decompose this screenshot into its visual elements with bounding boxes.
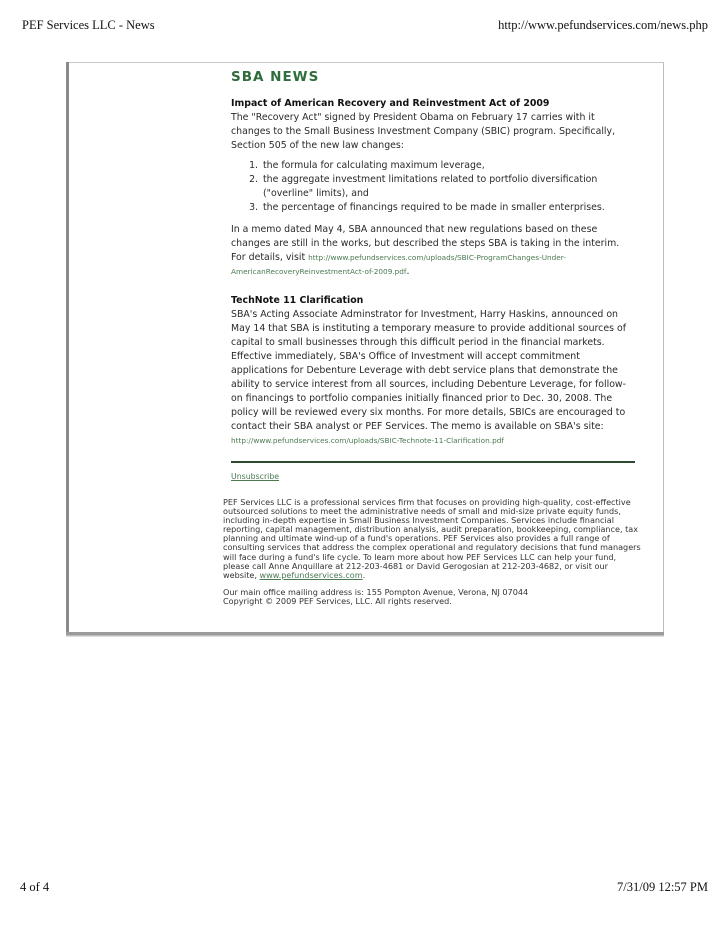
company-about xyxy=(223,498,643,606)
link-period: . xyxy=(406,266,410,277)
recovery-act-pdf-link[interactable]: http://www.pefundservices.com/uploads/SBIC-ProgramChanges-Under-AmericanRecoveryReinvestmentAct-of-2009.pdf xyxy=(231,253,566,276)
print-header-url: http://www.pefundservices.com/news.php xyxy=(498,18,708,32)
list-item: 3. the percentage of financings required to be made in smaller enterprises. xyxy=(261,201,635,215)
visit-label: visit xyxy=(285,252,306,263)
section-title: SBA NEWS xyxy=(231,69,320,85)
article-recovery-act xyxy=(231,97,635,279)
website-period: . xyxy=(362,569,366,580)
mailing-address: Our main office mailing address is: 155 Pompton Avenue, Verona, NJ 07044 xyxy=(223,586,529,597)
article-body: SBA's Acting Associate Adminstrator for Investment, Harry Haskins, announced on May 14 that SBA is instituting a temporary measure to provide additional sources of capital to small businesses through this difficult period in the financial markets. Effective immediately, SBA's Office of Investment will accept commitment applications for Debenture Leverage with debt service plans that demonstrate the ability to service interest from all sources, including Debenture Leverage, for follow-on financings to portfolio companies initially financed prior to Dec. 30, 2008. The policy will be reviewed every six months. For more details, SBICs are encouraged to contact their SBA analyst or PEF Services. The memo is available on SBA's site: xyxy=(231,309,627,432)
article-title: Impact of American Recovery and Reinvestment Act of 2009 xyxy=(231,98,550,109)
about-paragraph xyxy=(223,498,643,580)
website-link[interactable]: www.pefundservices.com xyxy=(259,569,363,580)
article-intro: The "Recovery Act" signed by President Obama on February 17 carries with it changes to the Small Business Investment Company (SBIC) program. Specifically, Section 505 of the new law changes: xyxy=(231,112,616,151)
frame-shadow-left xyxy=(66,62,69,635)
unsubscribe-link[interactable]: Unsubscribe xyxy=(231,472,280,481)
memo-text: In a memo dated May 4, SBA announced that new regulations based on these changes are still in the works, but described the steps SBA is taking in the interim. For details, xyxy=(231,224,620,263)
article-memo xyxy=(231,223,635,279)
list-item: 2. the aggregate investment limitations related to portfolio diversification ("overline" limits), and xyxy=(261,173,635,201)
article-title: TechNote 11 Clarification xyxy=(231,295,364,306)
technote-pdf-link[interactable]: http://www.pefundservices.com/uploads/SBIC-Technote-11-Clarification.pdf xyxy=(231,436,504,445)
copyright: Copyright © 2009 PEF Services, LLC. All rights reserved. xyxy=(223,595,452,606)
list-item: 1. the formula for calculating maximum leverage, xyxy=(261,159,635,173)
about-text: PEF Services LLC is a professional services firm that focuses on providing high-quality, cost-effective outsourced solutions to meet the administrative needs of small and mid-size private equity funds, including in-depth expertise in Small Business Investment Companies. Services include financial reporting, capital management, distribution analysis, audit preparation, bookkeeping, compliance, tax planning and ultimate wind-up of a fund's operations. PEF Services also provides a full range of consulting services that address the complex operational and regulatory decisions that fund managers will face during a fund's life cycle. To learn more about how PEF Services LLC can help your fund, please call Anne Anquillare at 212-203-4681 or David Gerogosian at 212-203-4682, or visit our website, xyxy=(223,497,641,580)
article-technote xyxy=(231,294,635,448)
newsletter-content xyxy=(231,68,635,484)
changes-list xyxy=(231,159,635,215)
page-number: 4 of 4 xyxy=(20,880,50,894)
divider xyxy=(231,461,635,463)
print-datetime: 7/31/09 12:57 PM xyxy=(617,880,708,894)
frame-shadow-bottom xyxy=(66,632,664,635)
print-header-title: PEF Services LLC - News xyxy=(22,18,155,32)
